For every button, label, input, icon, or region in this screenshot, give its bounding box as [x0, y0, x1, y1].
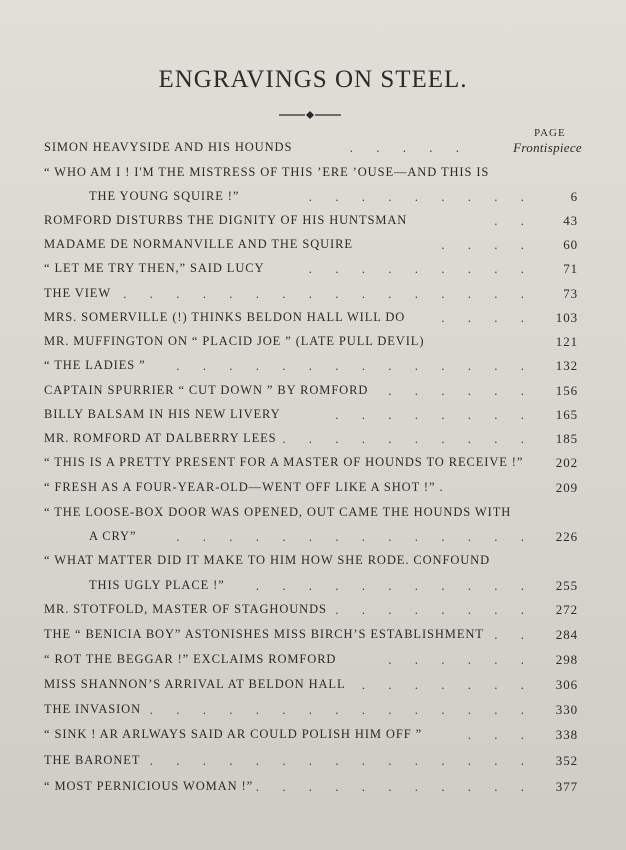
entry-text: “ ROT THE BEGGAR !” EXCLAIMS ROMFORD: [44, 652, 337, 666]
entry-page: 73: [563, 286, 578, 301]
dot-leaders: . . .: [467, 727, 534, 742]
toc-entry: [44, 505, 584, 527]
entry-page: 121: [555, 334, 578, 349]
dot-leaders: . . . . . . . . . . . . . .: [176, 529, 534, 544]
entry-page: Frontispiece: [513, 140, 582, 155]
entry-text: MISS SHANNON’S ARRIVAL AT BELDON HALL: [44, 677, 346, 691]
toc-entry: [44, 578, 584, 600]
entry-text: THE “ BENICIA BOY” ASTONISHES MISS BIRCH’S ESTABLISHMENT: [44, 627, 484, 641]
toc-entry: [44, 627, 584, 649]
page-title: ENGRAVINGS ON STEEL.: [158, 66, 468, 93]
dot-leaders: . . . . .: [349, 140, 469, 155]
toc-entry: [44, 652, 584, 674]
entry-text: THIS UGLY PLACE !”: [89, 578, 225, 592]
entry-page: 43: [563, 213, 578, 228]
entry-page: 6: [570, 189, 578, 204]
toc-entry: [44, 779, 584, 801]
entry-text: MR. ROMFORD AT DALBERRY LEES: [44, 431, 277, 445]
dot-leaders: . . . . . . . . .: [308, 189, 534, 204]
entry-text: MRS. SOMERVILLE (!) THINKS BELDON HALL WILL DO: [44, 310, 406, 324]
dot-leaders: . . . . . .: [388, 652, 534, 667]
entry-page: 306: [555, 677, 578, 692]
entry-text: “ MOST PERNICIOUS WOMAN !”: [44, 779, 254, 793]
toc-entry: [44, 334, 584, 356]
toc-entry: [44, 407, 584, 429]
entry-text: SIMON HEAVYSIDE AND HIS HOUNDS: [44, 140, 293, 154]
dot-leaders: . .: [494, 213, 534, 228]
entry-page: 255: [555, 578, 578, 593]
entry-text: BILLY BALSAM IN HIS NEW LIVERY: [44, 407, 281, 421]
toc-entry: [44, 753, 584, 775]
entry-page: 330: [555, 702, 578, 717]
entry-text: “ THIS IS A PRETTY PRESENT FOR A MASTER OF HOUNDS TO RECEIVE !”: [44, 455, 524, 469]
entry-text: THE YOUNG SQUIRE !”: [89, 189, 240, 203]
entry-page: 165: [555, 407, 578, 422]
entry-page: 156: [555, 383, 578, 398]
entry-text: “ LET ME TRY THEN,” SAID LUCY: [44, 261, 265, 275]
entry-text: THE INVASION: [44, 702, 142, 716]
entry-text: THE VIEW: [44, 286, 112, 300]
toc-entry: [44, 480, 584, 502]
dot-leaders: . . . . . . .: [361, 677, 534, 692]
entry-text: MR. STOTFOLD, MASTER OF STAGHOUNDS: [44, 602, 327, 616]
entry-text: “ SINK ! AR ARLWAYS SAID AR COULD POLISH HIM OFF ”: [44, 727, 423, 741]
dot-leaders: . . . . . . . . . . . . . . . .: [123, 286, 534, 301]
entry-page: 209: [555, 480, 578, 495]
toc-entry: [44, 455, 584, 477]
entry-text: “ FRESH AS A FOUR-YEAR-OLD—WENT OFF LIKE A SHOT !” .: [44, 480, 444, 494]
dot-leaders: . . . .: [441, 237, 534, 252]
dot-leaders: . . . . . . . . .: [308, 261, 534, 276]
entry-page: 352: [555, 753, 578, 768]
entry-page: 132: [555, 358, 578, 373]
entry-text: THE BARONET: [44, 753, 141, 767]
entry-page: 226: [555, 529, 578, 544]
dot-leaders: . . . . . . . . . . . . . . .: [149, 702, 534, 717]
toc-entry: [44, 383, 584, 405]
dot-leaders: . . . . . . . . . . .: [255, 779, 534, 794]
entry-page: 60: [563, 237, 578, 252]
toc-entry: [44, 358, 584, 380]
toc-entry: [44, 677, 584, 699]
ornament-divider: [279, 110, 341, 120]
toc-entry: [44, 553, 584, 575]
toc-entry: [44, 189, 584, 211]
entry-page: 338: [555, 727, 578, 742]
toc-entry: [44, 237, 584, 259]
entry-text: “ WHAT MATTER DID IT MAKE TO HIM HOW SHE RODE. CONFOUND: [44, 553, 491, 567]
entry-page: 284: [555, 627, 578, 642]
dot-leaders: . . . . . . . .: [335, 602, 534, 617]
entry-text: “ THE LOOSE-BOX DOOR WAS OPENED, OUT CAME THE HOUNDS WITH: [44, 505, 512, 519]
toc-entry: [44, 602, 584, 624]
toc-entry: [44, 431, 584, 453]
toc-entry: [44, 702, 584, 724]
toc-entry: [44, 529, 584, 551]
dot-leaders: . . . . . . . . . . . . . . .: [149, 753, 534, 768]
page-column-header: PAGE: [534, 127, 566, 139]
dot-leaders: . . . . . . . . . . . . . .: [176, 358, 534, 373]
entry-page: 377: [555, 779, 578, 794]
toc-entry: [44, 727, 584, 749]
dot-leaders: . . . . . .: [388, 383, 534, 398]
entry-page: 202: [555, 455, 578, 470]
dot-leaders: . .: [494, 627, 534, 642]
entry-text: ROMFORD DISTURBS THE DIGNITY OF HIS HUNTSMAN: [44, 213, 408, 227]
entry-page: 272: [555, 602, 578, 617]
entry-text: “ THE LADIES ”: [44, 358, 146, 372]
entry-page: 298: [555, 652, 578, 667]
dot-leaders: . . . . . . . . . .: [282, 431, 534, 446]
entry-page: 185: [555, 431, 578, 446]
toc-entry: [44, 286, 584, 308]
dot-leaders: . . . . . . . . . . .: [255, 578, 534, 593]
entry-text: “ WHO AM I ! I'M THE MISTRESS OF THIS ’ERE ’OUSE—AND THIS IS: [44, 165, 490, 179]
dot-leaders: . . . . . . . .: [335, 407, 534, 422]
toc-entry: [44, 213, 584, 235]
entry-text: MR. MUFFINGTON ON “ PLACID JOE ” (LATE PULL DEVIL): [44, 334, 425, 348]
entry-page: 71: [563, 261, 578, 276]
entry-text: CAPTAIN SPURRIER “ CUT DOWN ” BY ROMFORD: [44, 383, 369, 397]
toc-entry: [44, 310, 584, 332]
entry-text: MADAME DE NORMANVILLE AND THE SQUIRE: [44, 237, 353, 251]
dot-leaders: . . . .: [441, 310, 534, 325]
toc-entry: [44, 261, 584, 283]
toc-entry: [44, 165, 584, 187]
toc-entry: [44, 140, 584, 162]
entry-text: A CRY”: [89, 529, 137, 543]
entry-page: 103: [555, 310, 578, 325]
